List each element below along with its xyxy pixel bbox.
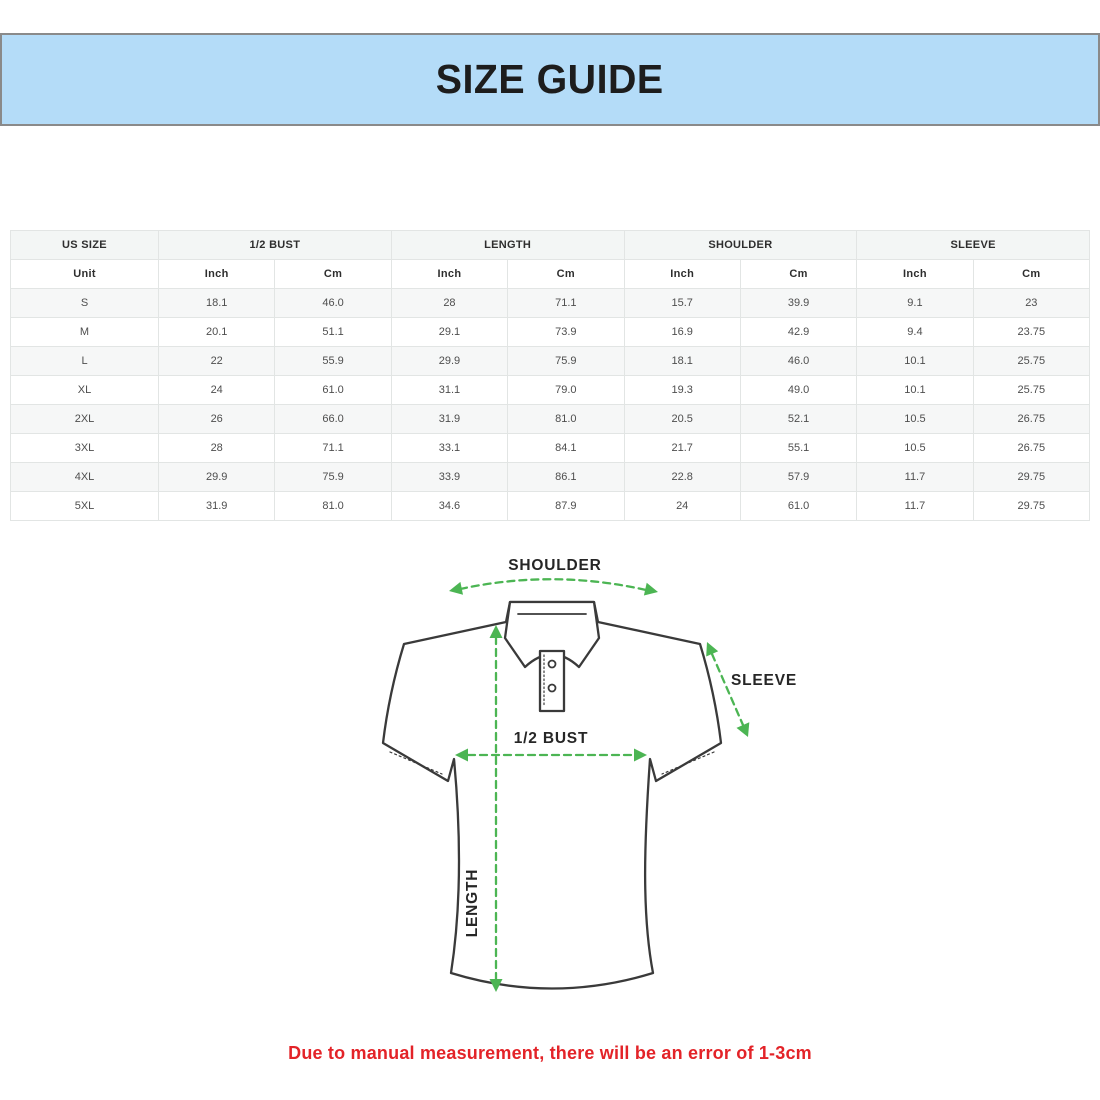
table-row-3xl <box>11 434 1090 463</box>
table-unit-header-row <box>11 260 1090 289</box>
size-cell: 79.0 <box>508 376 624 405</box>
col-group-shoulder: SHOULDER <box>624 231 857 260</box>
size-cell: 26.75 <box>973 405 1089 434</box>
size-cell: 52.1 <box>740 405 856 434</box>
size-label: 3XL <box>11 434 159 463</box>
size-label: M <box>11 318 159 347</box>
size-cell: 46.0 <box>740 347 856 376</box>
size-cell: 86.1 <box>508 463 624 492</box>
size-cell: 57.9 <box>740 463 856 492</box>
size-cell: 34.6 <box>391 492 507 521</box>
size-label: 2XL <box>11 405 159 434</box>
size-cell: 26 <box>159 405 275 434</box>
size-cell: 55.9 <box>275 347 391 376</box>
button <box>549 685 556 692</box>
size-cell: 24 <box>624 492 740 521</box>
size-cell: 71.1 <box>275 434 391 463</box>
size-cell: 31.9 <box>159 492 275 521</box>
size-cell: 21.7 <box>624 434 740 463</box>
unit-header: Inch <box>159 260 275 289</box>
unit-header: Cm <box>740 260 856 289</box>
table-row-s <box>11 289 1090 318</box>
size-label: L <box>11 347 159 376</box>
unit-header: Cm <box>508 260 624 289</box>
size-cell: 66.0 <box>275 405 391 434</box>
size-cell: 51.1 <box>275 318 391 347</box>
size-cell: 10.1 <box>857 376 973 405</box>
table-row-m <box>11 318 1090 347</box>
size-cell: 11.7 <box>857 492 973 521</box>
size-cell: 81.0 <box>275 492 391 521</box>
size-cell: 23.75 <box>973 318 1089 347</box>
size-cell: 28 <box>159 434 275 463</box>
unit-header: Inch <box>391 260 507 289</box>
table-row-xl <box>11 376 1090 405</box>
size-cell: 87.9 <box>508 492 624 521</box>
size-cell: 29.75 <box>973 492 1089 521</box>
size-chart-table <box>10 230 1090 521</box>
size-cell: 29.9 <box>391 347 507 376</box>
size-label: 5XL <box>11 492 159 521</box>
size-label: 4XL <box>11 463 159 492</box>
size-cell: 61.0 <box>275 376 391 405</box>
size-cell: 20.5 <box>624 405 740 434</box>
size-cell: 81.0 <box>508 405 624 434</box>
size-label: S <box>11 289 159 318</box>
size-cell: 33.1 <box>391 434 507 463</box>
table-row-4xl <box>11 463 1090 492</box>
table-row-2xl <box>11 405 1090 434</box>
table-group-header-row <box>11 231 1090 260</box>
length-label: LENGTH <box>464 868 481 938</box>
size-cell: 24 <box>159 376 275 405</box>
shirt-measurement-diagram <box>370 545 810 1025</box>
size-cell: 10.1 <box>857 347 973 376</box>
unit-header: Unit <box>11 260 159 289</box>
size-cell: 26.75 <box>973 434 1089 463</box>
size-cell: 33.9 <box>391 463 507 492</box>
shoulder-arrowhead-right <box>644 583 658 596</box>
size-cell: 42.9 <box>740 318 856 347</box>
size-cell: 49.0 <box>740 376 856 405</box>
shoulder-arrow-line <box>460 579 646 590</box>
size-cell: 10.5 <box>857 434 973 463</box>
size-cell: 9.1 <box>857 289 973 318</box>
col-group-us-size: US SIZE <box>11 231 159 260</box>
col-group-half-bust: 1/2 BUST <box>159 231 392 260</box>
size-cell: 84.1 <box>508 434 624 463</box>
size-cell: 55.1 <box>740 434 856 463</box>
size-cell: 46.0 <box>275 289 391 318</box>
unit-header: Cm <box>973 260 1089 289</box>
size-cell: 29.75 <box>973 463 1089 492</box>
size-cell: 75.9 <box>508 347 624 376</box>
col-group-sleeve: SLEEVE <box>857 231 1090 260</box>
size-label: XL <box>11 376 159 405</box>
size-cell: 20.1 <box>159 318 275 347</box>
size-cell: 19.3 <box>624 376 740 405</box>
size-cell: 25.75 <box>973 347 1089 376</box>
size-cell: 29.9 <box>159 463 275 492</box>
shoulder-label: SHOULDER <box>508 557 602 574</box>
size-cell: 9.4 <box>857 318 973 347</box>
page-title: SIZE GUIDE <box>436 56 664 102</box>
size-cell: 61.0 <box>740 492 856 521</box>
size-cell: 29.1 <box>391 318 507 347</box>
measurement-disclaimer: Due to manual measurement, there will be an error of 1-3cm <box>288 1043 812 1063</box>
polo-shirt-outline <box>383 602 721 989</box>
size-cell: 18.1 <box>624 347 740 376</box>
half-bust-label: 1/2 BUST <box>513 730 589 747</box>
size-cell: 31.9 <box>391 405 507 434</box>
size-cell: 10.5 <box>857 405 973 434</box>
table-row-5xl <box>11 492 1090 521</box>
size-cell: 15.7 <box>624 289 740 318</box>
size-cell: 16.9 <box>624 318 740 347</box>
size-cell: 22 <box>159 347 275 376</box>
col-group-length: LENGTH <box>391 231 624 260</box>
size-cell: 11.7 <box>857 463 973 492</box>
size-cell: 22.8 <box>624 463 740 492</box>
shoulder-arrowhead-left <box>449 582 463 595</box>
sleeve-label: SLEEVE <box>731 672 797 689</box>
unit-header: Inch <box>857 260 973 289</box>
size-cell: 25.75 <box>973 376 1089 405</box>
table-row-l <box>11 347 1090 376</box>
size-cell: 18.1 <box>159 289 275 318</box>
size-cell: 31.1 <box>391 376 507 405</box>
size-cell: 75.9 <box>275 463 391 492</box>
size-cell: 73.9 <box>508 318 624 347</box>
size-guide-banner <box>0 33 1100 126</box>
size-cell: 71.1 <box>508 289 624 318</box>
size-cell: 39.9 <box>740 289 856 318</box>
button <box>549 661 556 668</box>
unit-header: Cm <box>275 260 391 289</box>
unit-header: Inch <box>624 260 740 289</box>
size-cell: 23 <box>973 289 1089 318</box>
size-cell: 28 <box>391 289 507 318</box>
